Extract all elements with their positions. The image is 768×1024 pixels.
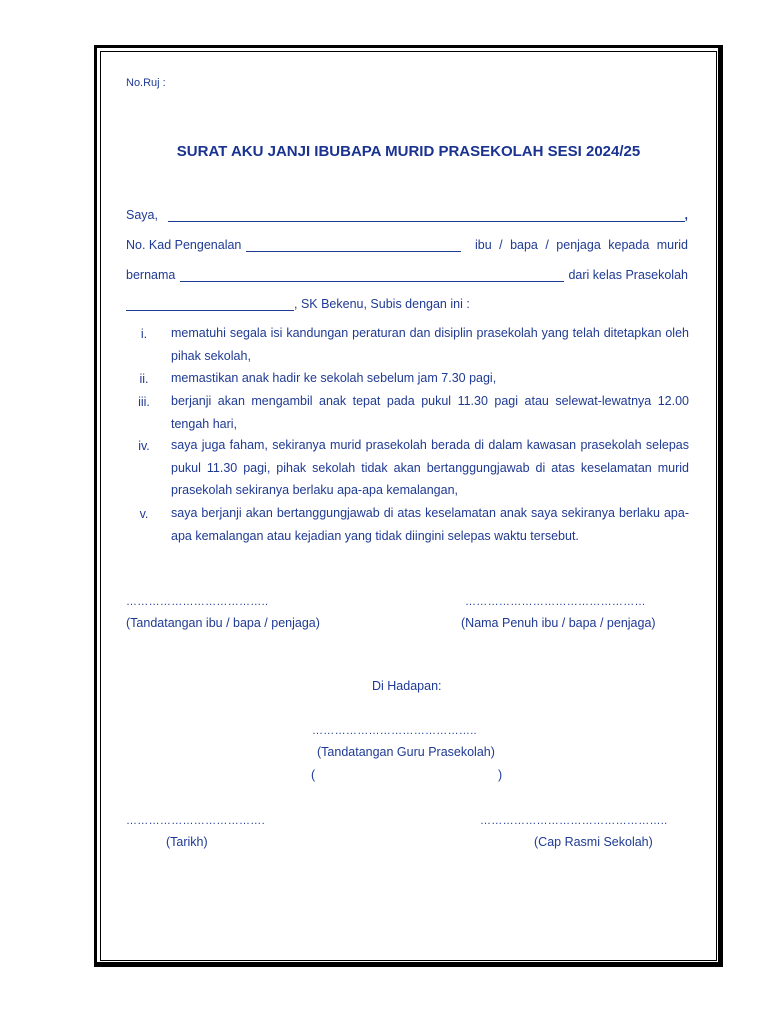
list-item-number: i. bbox=[140, 327, 148, 341]
ic-row bbox=[126, 238, 688, 252]
list-item-number: ii. bbox=[139, 372, 149, 386]
page-shadow-right bbox=[718, 48, 723, 967]
class-blank[interactable] bbox=[126, 297, 294, 311]
saya-label: Saya, bbox=[126, 208, 158, 222]
ic-label: No. Kad Pengenalan bbox=[126, 238, 242, 252]
sk-text: , SK Bekenu, Subis dengan ini : bbox=[294, 297, 470, 311]
document-title: SURAT AKU JANJI IBUBAPA MURID PRASEKOLAH SESI 2024/25 bbox=[176, 143, 641, 160]
list-item: berjanji akan mengambil anak tepat pada pukul 11.30 pagi atau selewat-lewatnya 12.00 tengah hari, bbox=[171, 394, 689, 431]
stamp-dots[interactable]: ………………………………………….. bbox=[480, 815, 668, 827]
class-row bbox=[126, 297, 470, 311]
date-label: (Tarikh) bbox=[166, 835, 208, 849]
parent-name-dots[interactable]: ………………………………………… bbox=[465, 596, 646, 608]
teacher-signature-label: (Tandatangan Guru Prasekolah) bbox=[317, 745, 495, 759]
saya-comma: , bbox=[684, 208, 688, 222]
date-dots[interactable]: ………………………………. bbox=[126, 815, 265, 827]
page-shadow-bottom bbox=[97, 962, 723, 967]
ibu-bapa-text: ibu / bapa / penjaga kepada murid bbox=[474, 238, 688, 252]
parent-signature-label: (Tandatangan ibu / bapa / penjaga) bbox=[126, 616, 320, 630]
list-item-number: v. bbox=[139, 507, 149, 521]
list-item-number: iii. bbox=[138, 395, 150, 409]
bernama-row bbox=[126, 268, 688, 282]
bernama-label: bernama bbox=[126, 268, 176, 282]
di-hadapan-label: Di Hadapan: bbox=[372, 679, 442, 693]
parent-signature-dots[interactable]: ……………………………….. bbox=[126, 596, 269, 608]
name-blank[interactable] bbox=[168, 208, 685, 222]
teacher-name-paren-close: ) bbox=[498, 768, 503, 782]
list-item: saya juga faham, sekiranya murid prasekolah berada di dalam kawasan prasekolah selepas pukul 11.30 pagi, pihak sekolah tidak akan bertanggungjawab di atas keselamatan murid prasekolah sekiranya berlaku apa-apa kemalangan, bbox=[171, 438, 689, 497]
dari-kelas-text: dari kelas Prasekolah bbox=[568, 268, 688, 282]
ic-number-blank[interactable] bbox=[246, 238, 461, 252]
parent-name-label: (Nama Penuh ibu / bapa / penjaga) bbox=[461, 616, 656, 630]
teacher-signature-dots[interactable]: …………………………………….. bbox=[312, 725, 477, 737]
list-item-number: iv. bbox=[138, 439, 150, 453]
teacher-name-paren-open: ( bbox=[311, 768, 316, 782]
stamp-label: (Cap Rasmi Sekolah) bbox=[534, 835, 653, 849]
reference-number-label: No.Ruj : bbox=[126, 77, 166, 89]
list-item: memastikan anak hadir ke sekolah sebelum jam 7.30 pagi, bbox=[171, 371, 497, 385]
list-item: saya berjanji akan bertanggungjawab di atas keselamatan anak saya sekiranya berlaku apa-apa kemalangan atau kejadian yang tidak diingini selepas waktu tersebut. bbox=[171, 506, 689, 543]
saya-row bbox=[126, 208, 688, 222]
list-item: mematuhi segala isi kandungan peraturan dan disiplin prasekolah yang telah ditetapkan oleh pihak sekolah, bbox=[171, 326, 689, 363]
child-name-blank[interactable] bbox=[180, 268, 564, 282]
